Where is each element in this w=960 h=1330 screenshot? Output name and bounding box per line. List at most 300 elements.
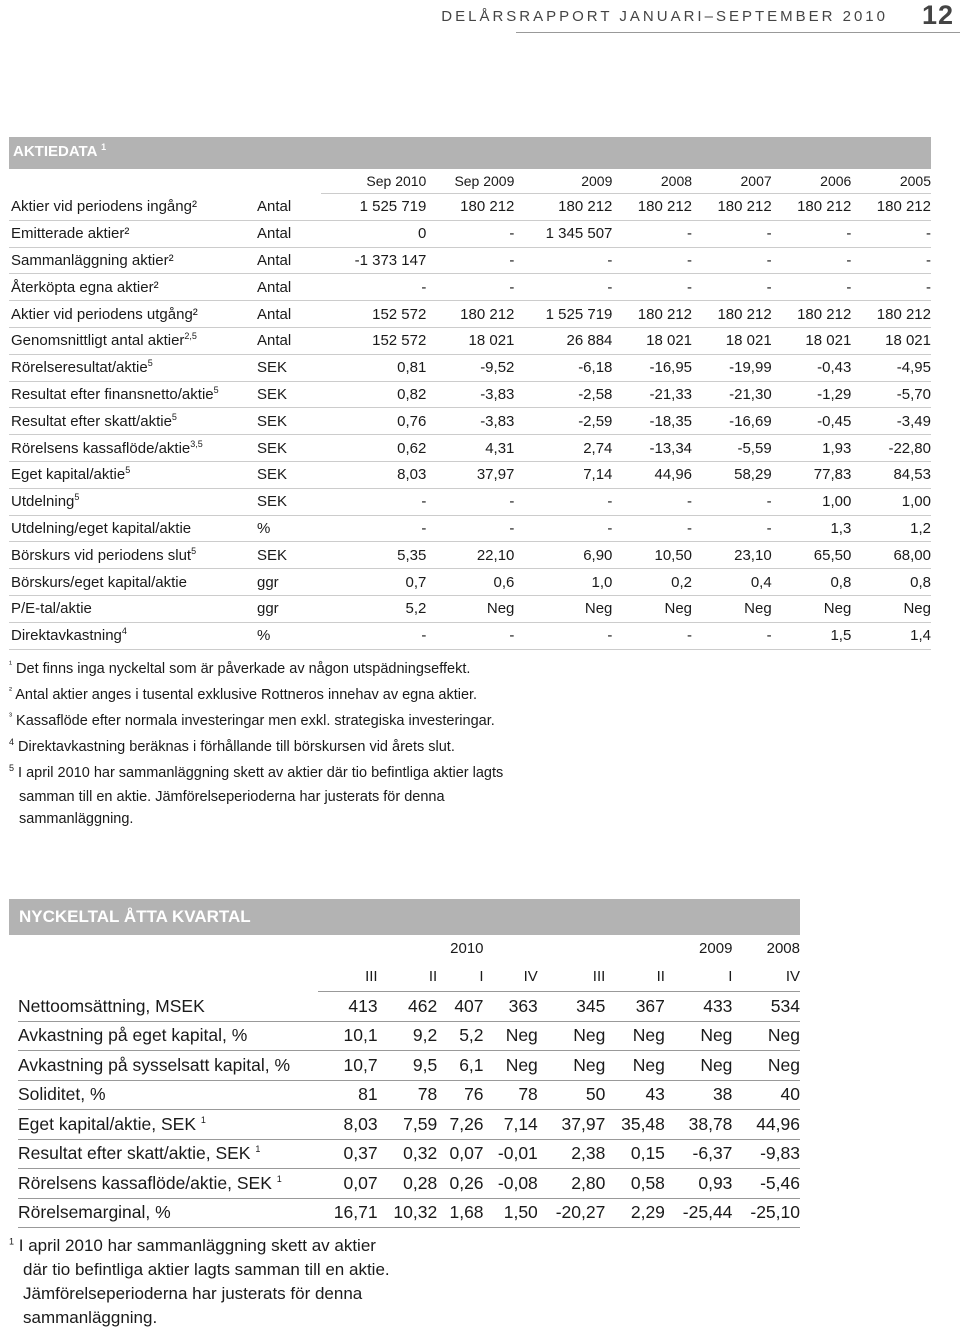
table-cell: 58,29 xyxy=(692,461,772,488)
table-cell: 0,58 xyxy=(605,1169,665,1199)
row-label: Utdelning/eget kapital/aktie xyxy=(9,515,257,542)
quarter-header: I xyxy=(665,961,733,992)
row-label: Rörelsens kassaflöde/aktie$^{3,5}$ xyxy=(9,435,257,462)
footnote-marker: 5 xyxy=(171,411,177,422)
footnote-line: $^{^2}$ Antal aktier anges i tusental exklusive Rottneros innehav av egna aktier. xyxy=(9,685,478,703)
table-row xyxy=(9,595,931,622)
table-cell: 0,4 xyxy=(692,569,772,596)
table-cell: 1,0 xyxy=(514,569,612,596)
table-cell: - xyxy=(321,622,426,649)
table-cell: -5,70 xyxy=(851,381,931,408)
table-cell: - xyxy=(612,622,692,649)
table-cell: 180 212 xyxy=(692,194,772,221)
footnote-marker: 1 xyxy=(200,1114,206,1125)
table-cell: 7,26 xyxy=(437,1110,483,1140)
table-cell: 8,03 xyxy=(321,461,426,488)
table-cell: - xyxy=(851,274,931,301)
table-cell: - xyxy=(514,247,612,274)
table-cell: -25,10 xyxy=(732,1198,800,1228)
header-divider xyxy=(516,32,960,33)
table-cell: -18,35 xyxy=(612,408,692,435)
table-cell: - xyxy=(692,515,772,542)
row-unit: Antal xyxy=(257,247,321,274)
row-label: Börskurs/eget kapital/aktie xyxy=(9,569,257,596)
table-cell: 43 xyxy=(605,1080,665,1110)
footnote-marker: 5 xyxy=(125,465,131,476)
row-unit: SEK xyxy=(257,435,321,462)
header-spacer xyxy=(18,935,318,961)
table-cell: -2,59 xyxy=(514,408,612,435)
table-cell: 0,93 xyxy=(665,1169,733,1199)
table-cell: 37,97 xyxy=(538,1110,606,1140)
table-cell: Neg xyxy=(426,595,514,622)
table-cell: -0,01 xyxy=(484,1139,538,1169)
footnote-marker: 3,5 xyxy=(190,438,203,449)
table-cell: 37,97 xyxy=(426,461,514,488)
table-cell: 1 525 719 xyxy=(321,194,426,221)
table-cell: 23,10 xyxy=(692,542,772,569)
table-cell: - xyxy=(321,488,426,515)
footnote-line: $^5$ I april 2010 har sammanläggning skett av aktier där tio befintliga aktier lagts xyxy=(9,763,504,781)
table-cell: 78 xyxy=(484,1080,538,1110)
footnote-marker: 2,5 xyxy=(184,331,197,342)
table-cell: -6,37 xyxy=(665,1139,733,1169)
table-cell: - xyxy=(692,247,772,274)
table-cell: - xyxy=(612,247,692,274)
row-label: P/E-tal/aktie xyxy=(9,595,257,622)
footnote-line: sammanläggning. xyxy=(19,811,134,827)
table-cell: 1 345 507 xyxy=(514,220,612,247)
table-cell: - xyxy=(426,515,514,542)
table-cell: Neg xyxy=(605,1051,665,1081)
table-row xyxy=(18,1021,800,1051)
table-cell: 0,07 xyxy=(318,1169,378,1199)
table-cell: 2,29 xyxy=(605,1198,665,1228)
row-label: Emitterade aktier² xyxy=(9,220,257,247)
row-label: Aktier vid periodens ingång² xyxy=(9,194,257,221)
row-label: Börskurs vid periodens slut$^5$ xyxy=(9,542,257,569)
table-cell: - xyxy=(514,515,612,542)
table-cell: -3,49 xyxy=(851,408,931,435)
row-label: Sammanläggning aktier² xyxy=(9,247,257,274)
table-cell: 9,5 xyxy=(378,1051,438,1081)
table-row xyxy=(9,622,931,649)
footnote-marker: 1 xyxy=(276,1173,282,1184)
row-label: Aktier vid periodens utgång² xyxy=(9,301,257,328)
table-cell: 35,48 xyxy=(605,1110,665,1140)
row-unit: % xyxy=(257,515,321,542)
row-label: Genomsnittligt antal aktier$^{2,5}$ xyxy=(9,327,257,354)
table-cell: 0,37 xyxy=(318,1139,378,1169)
page-number: 12 xyxy=(921,0,954,30)
table-cell: 180 212 xyxy=(426,194,514,221)
table-row xyxy=(18,1080,800,1110)
row-label: Eget kapital/aktie, SEK $^1$ xyxy=(18,1110,318,1140)
row-label: Nettoomsättning, MSEK xyxy=(18,992,318,1022)
table-cell: -5,59 xyxy=(692,435,772,462)
table-cell: - xyxy=(772,247,852,274)
table-cell: 180 212 xyxy=(612,194,692,221)
footnote-line: sammanläggning. xyxy=(23,1308,158,1327)
nyckeltal-footnote xyxy=(9,1234,390,1330)
table-cell: 7,14 xyxy=(484,1110,538,1140)
table-cell: 0,15 xyxy=(605,1139,665,1169)
aktiedata-footnotes xyxy=(9,656,503,830)
table-cell: 7,14 xyxy=(514,461,612,488)
footnote-marker: 5 xyxy=(191,545,197,556)
header-spacer xyxy=(9,169,257,194)
table-cell: 0,81 xyxy=(321,354,426,381)
table-cell: -16,69 xyxy=(692,408,772,435)
table-cell: -5,46 xyxy=(732,1169,800,1199)
row-unit: SEK xyxy=(257,488,321,515)
row-unit: SEK xyxy=(257,381,321,408)
table-cell: 10,1 xyxy=(318,1021,378,1051)
table-cell: 180 212 xyxy=(851,194,931,221)
table-cell: 10,32 xyxy=(378,1198,438,1228)
table-cell: 0,07 xyxy=(437,1139,483,1169)
column-header: Sep 2009 xyxy=(426,169,514,194)
table-cell: -3,83 xyxy=(426,408,514,435)
column-header: 2008 xyxy=(612,169,692,194)
table-cell: 0,62 xyxy=(321,435,426,462)
table-cell: 0 xyxy=(321,220,426,247)
table-cell: - xyxy=(772,220,852,247)
table-cell: 44,96 xyxy=(732,1110,800,1140)
quarter-header: IV xyxy=(484,961,538,992)
row-label: Direktavkastning$^4$ xyxy=(9,622,257,649)
table-cell: - xyxy=(612,274,692,301)
row-unit: SEK xyxy=(257,542,321,569)
table-cell: 1 525 719 xyxy=(514,301,612,328)
table-row xyxy=(9,381,931,408)
footnote-marker: 4 xyxy=(121,626,127,637)
table-cell: -9,52 xyxy=(426,354,514,381)
table-cell: - xyxy=(514,274,612,301)
table-cell: 1,4 xyxy=(851,622,931,649)
table-cell: 0,82 xyxy=(321,381,426,408)
table-cell: 1,3 xyxy=(772,515,852,542)
table-cell: -19,99 xyxy=(692,354,772,381)
footnote-marker: 5 xyxy=(213,384,219,395)
year-header: 2009 xyxy=(699,939,733,957)
quarter-header: II xyxy=(378,961,438,992)
footnote-marker: 5 xyxy=(74,492,80,503)
table-cell: - xyxy=(514,488,612,515)
table-cell: Neg xyxy=(665,1051,733,1081)
table-cell: -21,33 xyxy=(612,381,692,408)
table-row xyxy=(18,1139,800,1169)
table-cell: 77,83 xyxy=(772,461,852,488)
table-cell: - xyxy=(851,247,931,274)
table-cell: - xyxy=(426,274,514,301)
table-row xyxy=(9,301,931,328)
table-row xyxy=(18,992,800,1022)
table-cell: 413 xyxy=(318,992,378,1022)
table-cell: 1,5 xyxy=(772,622,852,649)
table-cell: Neg xyxy=(772,595,852,622)
table-row xyxy=(9,274,931,301)
table-cell: -3,83 xyxy=(426,381,514,408)
table-cell: 407 xyxy=(437,992,483,1022)
table-cell: -0,08 xyxy=(484,1169,538,1199)
table-row xyxy=(18,1169,800,1199)
table-cell: - xyxy=(692,220,772,247)
table-cell: - xyxy=(692,274,772,301)
table-cell: 18 021 xyxy=(772,327,852,354)
table-cell: 50 xyxy=(538,1080,606,1110)
header-spacer xyxy=(484,935,665,961)
table-cell: 180 212 xyxy=(612,301,692,328)
table-cell: -6,18 xyxy=(514,354,612,381)
table-cell: Neg xyxy=(538,1021,606,1051)
table-cell: Neg xyxy=(851,595,931,622)
footnote-marker: ¹ xyxy=(9,659,12,670)
footnote-line: $^4$ Direktavkastning beräknas i förhållande till börskursen vid årets slut. xyxy=(9,737,455,755)
table-row xyxy=(9,408,931,435)
table-cell: 2,38 xyxy=(538,1139,606,1169)
footnote-marker: ³ xyxy=(9,711,12,722)
table-cell: 1,68 xyxy=(437,1198,483,1228)
table-row xyxy=(18,1051,800,1081)
table-cell: -25,44 xyxy=(665,1198,733,1228)
quarter-header: III xyxy=(318,961,378,992)
table-cell: - xyxy=(514,622,612,649)
table-cell: Neg xyxy=(484,1051,538,1081)
table-cell: Neg xyxy=(732,1051,800,1081)
table-row xyxy=(9,488,931,515)
table-cell: Neg xyxy=(665,1021,733,1051)
aktiedata-column-header-row xyxy=(9,169,931,194)
quarter-header: I xyxy=(437,961,483,992)
table-cell: - xyxy=(321,515,426,542)
row-unit: Antal xyxy=(257,301,321,328)
row-label: Avkastning på sysselsatt kapital, % xyxy=(18,1051,318,1081)
footnote-marker: 1 xyxy=(255,1144,261,1155)
table-cell: - xyxy=(612,515,692,542)
aktiedata-header-band xyxy=(9,137,931,169)
report-title: DELÅRSRAPPORT JANUARI–SEPTEMBER 2010 xyxy=(441,8,888,25)
table-cell: -21,30 xyxy=(692,381,772,408)
row-label: Resultat efter skatt/aktie, SEK $^1$ xyxy=(18,1139,318,1169)
table-cell: 345 xyxy=(538,992,606,1022)
row-label: Återköpta egna aktier² xyxy=(9,274,257,301)
table-cell: 152 572 xyxy=(321,327,426,354)
column-header: Sep 2010 xyxy=(321,169,426,194)
row-unit: SEK xyxy=(257,354,321,381)
table-cell: 1,00 xyxy=(772,488,852,515)
table-cell: 6,1 xyxy=(437,1051,483,1081)
table-cell: - xyxy=(692,488,772,515)
table-cell: 2,74 xyxy=(514,435,612,462)
table-cell: 9,2 xyxy=(378,1021,438,1051)
table-cell: 0,6 xyxy=(426,569,514,596)
table-cell: - xyxy=(426,488,514,515)
nyckeltal-table xyxy=(18,935,800,1228)
footnote-line: där tio befintliga aktier lagts samman till en aktie. xyxy=(23,1260,390,1279)
row-unit: Antal xyxy=(257,220,321,247)
footnote-line: samman till en aktie. Jämförelseperioderna har justerats för denna xyxy=(19,789,445,805)
table-cell: -9,83 xyxy=(732,1139,800,1169)
aktiedata-title: AKTIEDATA $^1$ xyxy=(13,142,107,160)
table-cell: 0,8 xyxy=(772,569,852,596)
quarter-header: III xyxy=(538,961,606,992)
table-cell: 367 xyxy=(605,992,665,1022)
table-cell: 5,2 xyxy=(437,1021,483,1051)
footnote-line: $^{^1}$ Det finns inga nyckeltal som är påverkade av någon utspädningseffekt. xyxy=(9,659,471,677)
table-cell: - xyxy=(426,247,514,274)
table-cell: -0,45 xyxy=(772,408,852,435)
table-row xyxy=(9,194,931,221)
table-row xyxy=(18,1198,800,1228)
column-header: 2007 xyxy=(692,169,772,194)
table-row xyxy=(18,1110,800,1140)
table-row xyxy=(9,354,931,381)
table-cell: Neg xyxy=(484,1021,538,1051)
table-cell: 0,28 xyxy=(378,1169,438,1199)
quarter-header-row xyxy=(18,961,800,992)
table-cell: -16,95 xyxy=(612,354,692,381)
table-cell: 10,50 xyxy=(612,542,692,569)
column-header: 2009 xyxy=(514,169,612,194)
table-cell: - xyxy=(426,622,514,649)
table-cell: 26 884 xyxy=(514,327,612,354)
row-unit: Antal xyxy=(257,274,321,301)
table-cell: 0,2 xyxy=(612,569,692,596)
footnote-marker: 5 xyxy=(147,358,153,369)
table-cell: 38 xyxy=(665,1080,733,1110)
table-cell: - xyxy=(612,488,692,515)
table-cell: 1,00 xyxy=(851,488,931,515)
table-cell: 18 021 xyxy=(612,327,692,354)
row-label: Rörelsens kassaflöde/aktie, SEK $^1$ xyxy=(18,1169,318,1199)
table-cell: 7,59 xyxy=(378,1110,438,1140)
table-cell: 68,00 xyxy=(851,542,931,569)
table-cell: -2,58 xyxy=(514,381,612,408)
table-cell: 180 212 xyxy=(772,301,852,328)
table-cell: - xyxy=(612,220,692,247)
row-unit: SEK xyxy=(257,408,321,435)
footnote-marker: 1 xyxy=(9,1236,15,1247)
footnote-marker: 5 xyxy=(9,763,15,774)
quarter-header: IV xyxy=(732,961,800,992)
row-label: Rörelsemarginal, % xyxy=(18,1198,318,1228)
table-cell: 4,31 xyxy=(426,435,514,462)
table-cell: 10,7 xyxy=(318,1051,378,1081)
aktiedata-table xyxy=(9,169,931,650)
table-cell: 65,50 xyxy=(772,542,852,569)
table-cell: 40 xyxy=(732,1080,800,1110)
table-cell: 0,26 xyxy=(437,1169,483,1199)
row-unit: ggr xyxy=(257,569,321,596)
table-row xyxy=(9,327,931,354)
table-row xyxy=(9,220,931,247)
table-cell: 76 xyxy=(437,1080,483,1110)
table-row xyxy=(9,435,931,462)
footnote-line: $^{^3}$ Kassaflöde efter normala investeringar men exkl. strategiska investeringar. xyxy=(9,711,495,729)
table-cell: -0,43 xyxy=(772,354,852,381)
table-cell: 180 212 xyxy=(851,301,931,328)
table-cell: 1,50 xyxy=(484,1198,538,1228)
table-cell: 18 021 xyxy=(851,327,931,354)
table-cell: -4,95 xyxy=(851,354,931,381)
table-cell: -1 373 147 xyxy=(321,247,426,274)
table-cell: -1,29 xyxy=(772,381,852,408)
nyckeltal-header-band xyxy=(9,899,800,935)
table-row xyxy=(9,515,931,542)
table-cell: -22,80 xyxy=(851,435,931,462)
table-cell: 152 572 xyxy=(321,301,426,328)
row-label: Resultat efter finansnetto/aktie$^5$ xyxy=(9,381,257,408)
table-cell: 1,93 xyxy=(772,435,852,462)
row-unit: % xyxy=(257,622,321,649)
footnote-line: Jämförelseperioderna har justerats för denna xyxy=(23,1284,363,1303)
table-cell: 5,2 xyxy=(321,595,426,622)
column-header: 2006 xyxy=(772,169,852,194)
footnote-marker: 4 xyxy=(9,737,15,748)
table-cell: - xyxy=(692,622,772,649)
table-cell: 433 xyxy=(665,992,733,1022)
year-header-row xyxy=(18,935,800,961)
header-spacer xyxy=(18,961,318,992)
row-label: Soliditet, % xyxy=(18,1080,318,1110)
row-unit: Antal xyxy=(257,194,321,221)
table-cell: Neg xyxy=(538,1051,606,1081)
table-cell: 0,8 xyxy=(851,569,931,596)
table-cell: 22,10 xyxy=(426,542,514,569)
table-cell: 0,32 xyxy=(378,1139,438,1169)
table-cell: Neg xyxy=(692,595,772,622)
header-spacer xyxy=(257,169,321,194)
footnote-line: $^1$ I april 2010 har sammanläggning skett av aktier xyxy=(9,1236,376,1255)
row-label: Avkastning på eget kapital, % xyxy=(18,1021,318,1051)
year-header: 2010 xyxy=(450,939,484,957)
table-cell: - xyxy=(851,220,931,247)
table-cell: 180 212 xyxy=(426,301,514,328)
table-cell: -13,34 xyxy=(612,435,692,462)
table-cell: 180 212 xyxy=(514,194,612,221)
column-header: 2005 xyxy=(851,169,931,194)
table-cell: 16,71 xyxy=(318,1198,378,1228)
table-cell: 0,7 xyxy=(321,569,426,596)
table-cell: 81 xyxy=(318,1080,378,1110)
table-cell: 180 212 xyxy=(692,301,772,328)
table-cell: Neg xyxy=(612,595,692,622)
table-cell: 18 021 xyxy=(426,327,514,354)
row-unit: SEK xyxy=(257,461,321,488)
table-cell: - xyxy=(321,274,426,301)
table-cell: 0,76 xyxy=(321,408,426,435)
row-label: Eget kapital/aktie$^5$ xyxy=(9,461,257,488)
table-cell: 38,78 xyxy=(665,1110,733,1140)
table-cell: - xyxy=(426,220,514,247)
table-cell: 8,03 xyxy=(318,1110,378,1140)
row-label: Rörelseresultat/aktie$^5$ xyxy=(9,354,257,381)
table-cell: 1,2 xyxy=(851,515,931,542)
table-cell: 2,80 xyxy=(538,1169,606,1199)
table-cell: 78 xyxy=(378,1080,438,1110)
table-cell: 363 xyxy=(484,992,538,1022)
table-cell: Neg xyxy=(514,595,612,622)
table-cell: 18 021 xyxy=(692,327,772,354)
table-cell: 6,90 xyxy=(514,542,612,569)
table-row xyxy=(9,247,931,274)
year-header: 2008 xyxy=(766,939,800,957)
row-label: Resultat efter skatt/aktie$^5$ xyxy=(9,408,257,435)
table-cell: 5,35 xyxy=(321,542,426,569)
quarter-header: II xyxy=(605,961,665,992)
nyckeltal-title: NYCKELTAL ÅTTA KVARTAL xyxy=(19,907,251,926)
